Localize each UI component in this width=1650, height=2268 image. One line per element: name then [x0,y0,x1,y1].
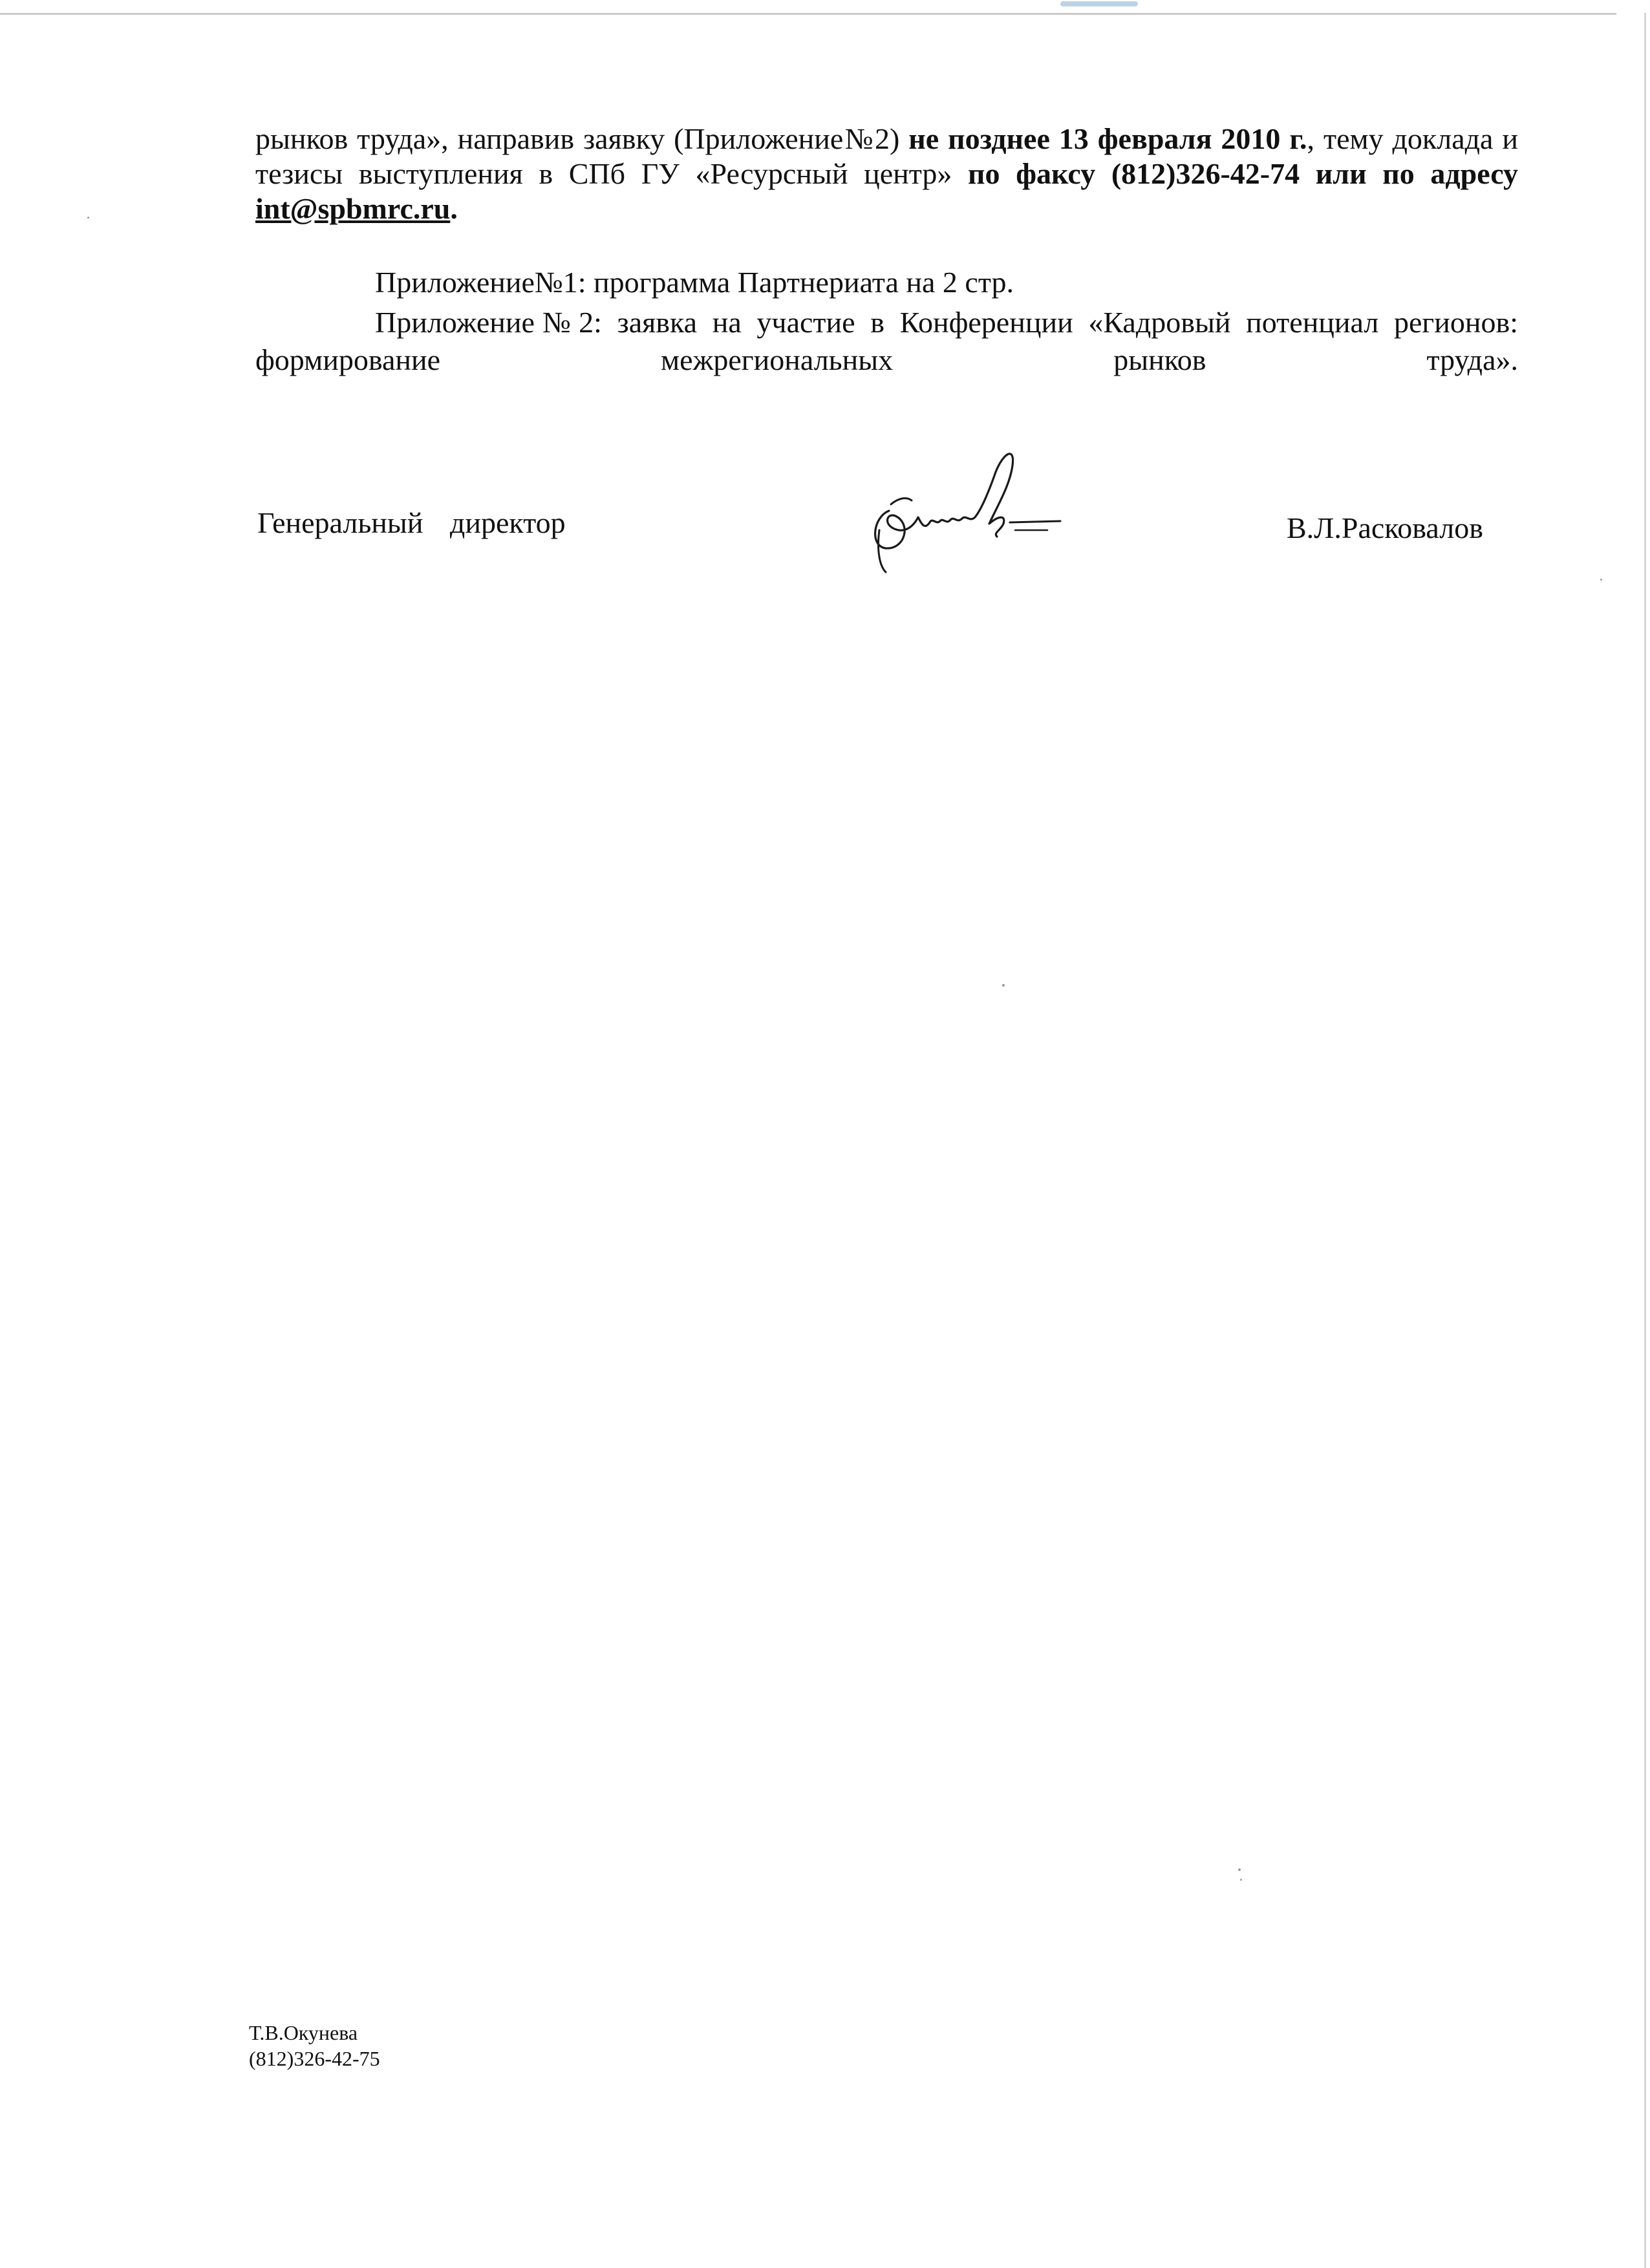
paragraph-deadline: не позднее 13 февраля 2010 г. [908,122,1307,155]
paragraph-text-middle: , тему доклада и тезисы выступления в СПб ГУ «Ресурсный центр» [255,122,1518,190]
scan-speck [1238,1868,1241,1871]
scan-speck [1002,984,1005,987]
executor-name: Т.В.Окунева [249,2021,358,2044]
scan-speck [1600,579,1602,581]
scan-edge-top [0,13,1616,15]
executor-phone: (812)326-42-75 [249,2047,380,2070]
signatory-name: В.Л.Расковалов [1287,511,1483,544]
executor-info [249,2020,380,2071]
signatory-position: Генеральный директор [257,506,566,539]
annex-2: Приложение№2: заявка на участие в Конференции «Кадровый потенциал регионов: формирование межрегиональных рынков труда». [255,306,1518,376]
letter-paragraph [255,122,1518,226]
handwritten-signature [860,433,1093,582]
scan-speck [1240,1879,1242,1881]
paragraph-end: . [450,192,458,225]
scan-speck [87,217,89,219]
annex-1: Приложение№1: программа Партнериата на 2 стр. [375,266,1014,299]
paragraph-text-start: рынков труда», направив заявку (Приложение№2) [255,122,909,155]
email-link[interactable]: int@spbmrc.ru [255,192,451,225]
scan-edge-right [1644,13,1646,2268]
paragraph-fax: по факсу (812)326-42-74 или по адресу [968,157,1519,190]
scan-mark [1060,1,1138,6]
